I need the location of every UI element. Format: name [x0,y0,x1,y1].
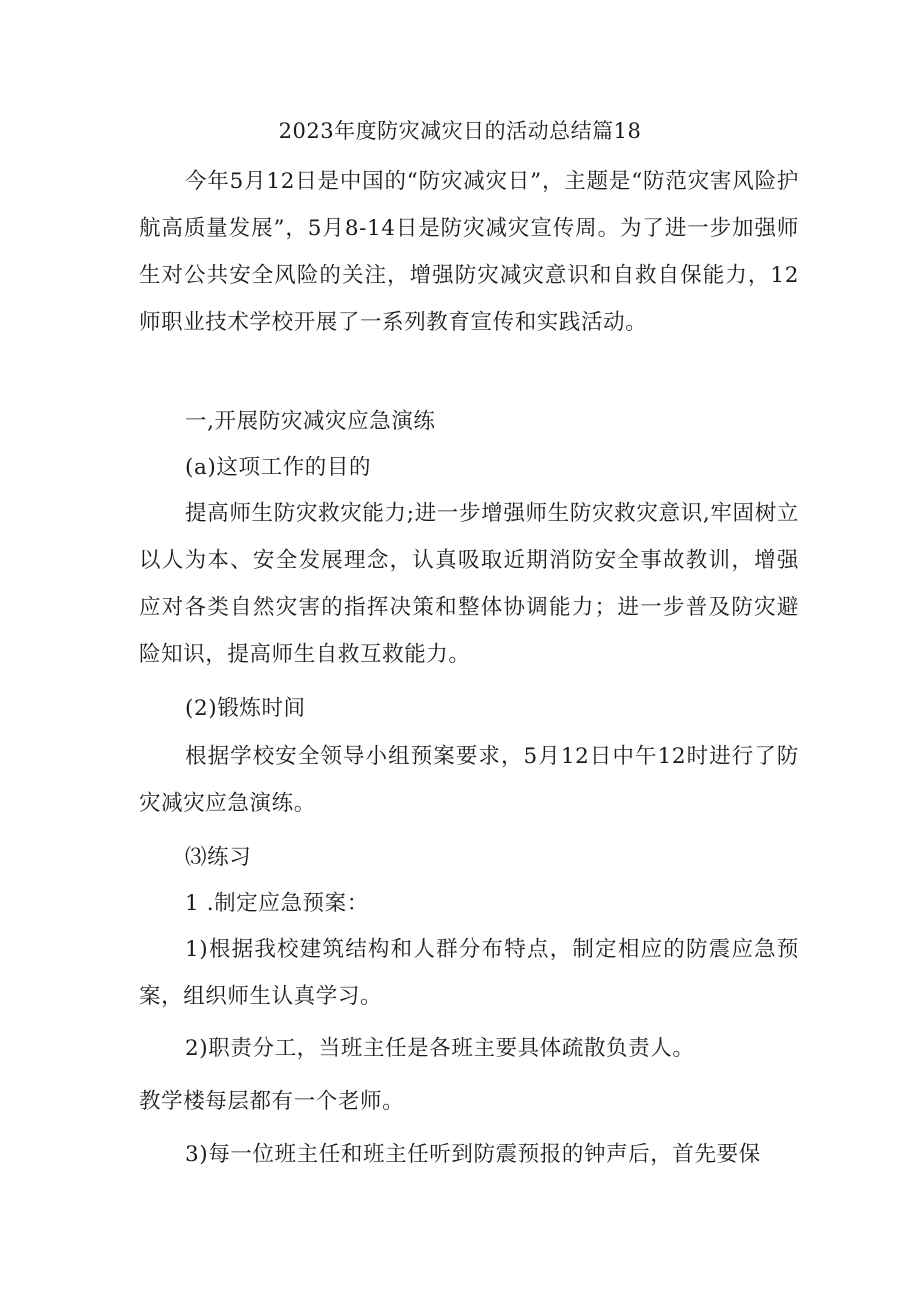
list-item-1-1: 1)根据我校建筑结构和人群分布特点，制定相应的防震应急预案，组织师生认真学习。 [139,937,799,1009]
document-title: 2023年度防灾减灾日的活动总结篇18 [278,119,642,143]
list-item-1: 1 .制定应急预案： [185,891,369,916]
list-item-1-2: 2)职责分工，当班主任是各班主要具体疏散负责人。 [185,1036,695,1061]
subsection-heading-a: (a)这项工作的目的 [185,455,372,480]
section-heading-1: 一,开展防灾减灾应急演练 [185,409,436,434]
subsection-heading-2: (2)锻炼时间 [185,696,306,721]
subsection-a-body: 提高师生防灾救灾能力;进一步增强师生防灾救灾意识,牢固树立以人为本、安全发展理念，认真吸取近期消防安全事故教训，增强应对各类自然灾害的指挥决策和整体协调能力；进一步普及防灾避险知识，提高师生自救互救能力。 [139,501,799,667]
subsection-2-body: 根据学校安全领导小组预案要求，5月12日中午12时进行了防灾减灾应急演练。 [139,744,799,816]
list-item-1-2-continued: 教学楼每层都有一个老师。 [139,1089,405,1114]
subsection-heading-3: ⑶练习 [185,845,252,870]
intro-paragraph: 今年5月12日是中国的“防灾减灾日”，主题是“防范灾害风险护航高质量发展”，5月8-14日是防灾减灾宣传周。为了进一步加强师生对公共安全风险的关注，增强防灾减灾意识和自救自保能力，12师职业技术学校开展了一系列教育宣传和实践活动。 [139,169,799,335]
list-item-1-3: 3)每一位班主任和班主任听到防震预报的钟声后，首先要保 [185,1142,761,1167]
